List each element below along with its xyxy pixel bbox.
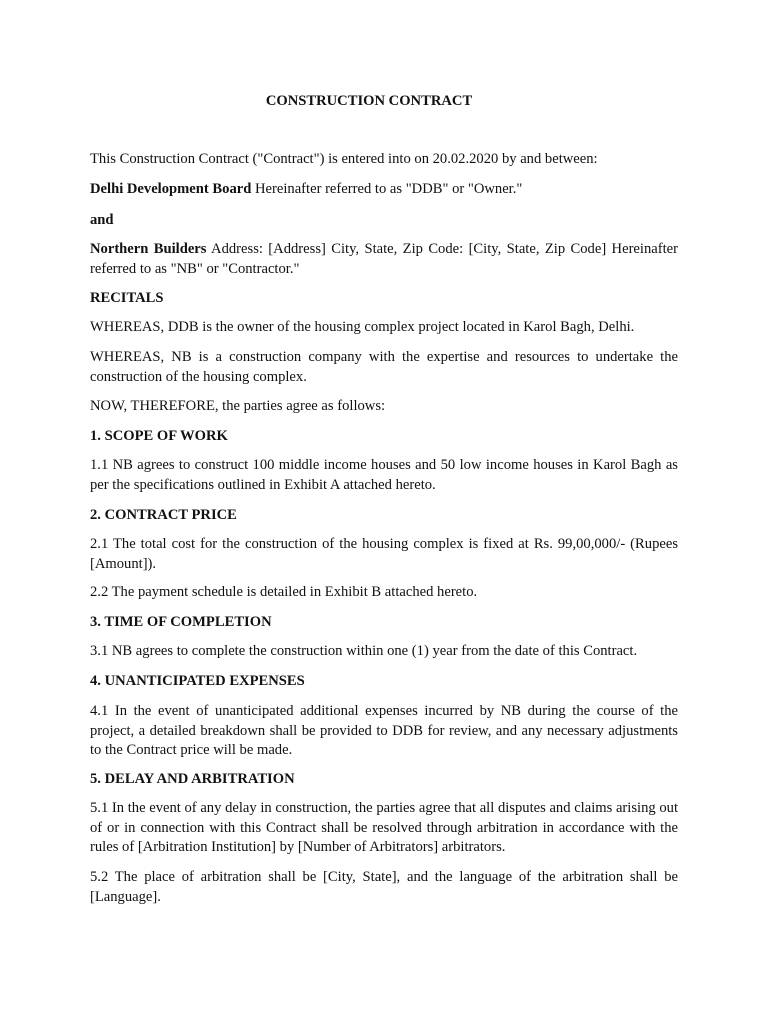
section-1-heading: 1. SCOPE OF WORK (90, 428, 228, 444)
clause-2-2: 2.2 The payment schedule is detailed in Exhibit B attached hereto. (90, 584, 478, 600)
clause-4-1: 4.1 In the event of unanticipated additional expenses incurred by NB during the course of the project, a detailed breakdown shall be provided to DDB for review, and any necessary adjustments to the Contract price will be made. (90, 703, 678, 758)
party2-text: Address: [Address] City, State, Zip Code: [City, State, Zip Code] Hereinafter referred to as "NB" or "Contractor." (90, 241, 678, 277)
party1-name: Delhi Development Board (90, 181, 252, 197)
clause-2-1: 2.1 The total cost for the construction of the housing complex is fixed at Rs. 99,00,000/- (Rupees [Amount]). (90, 536, 678, 572)
recital-1: WHEREAS, DDB is the owner of the housing complex project located in Karol Bagh, Delhi. (90, 319, 635, 335)
section-5-heading: 5. DELAY AND ARBITRATION (90, 771, 295, 787)
clause-5-1: 5.1 In the event of any delay in construction, the parties agree that all disputes and claims arising out of or in connection with this Contract shall be resolved through arbitration in accordance with the rules of [Arbitration Institution] by [Number of Arbitrators] arbitrators. (90, 800, 678, 855)
party2-name: Northern Builders (90, 241, 207, 257)
section-4-heading: 4. UNANTICIPATED EXPENSES (90, 673, 305, 689)
recitals-heading: RECITALS (90, 290, 164, 306)
party1-text: Hereinafter referred to as "DDB" or "Owner." (251, 181, 523, 197)
recital-2: WHEREAS, NB is a construction company with the expertise and resources to undertake the construction of the housing complex. (90, 349, 678, 385)
now-therefore-paragraph: NOW, THEREFORE, the parties agree as follows: (90, 398, 386, 414)
clause-1-1: 1.1 NB agrees to construct 100 middle income houses and 50 low income houses in Karol Bagh as per the specifications outlined in Exhibit A attached hereto. (90, 457, 678, 493)
and-label: and (90, 212, 114, 228)
section-3-heading: 3. TIME OF COMPLETION (90, 614, 272, 630)
party1-paragraph (90, 180, 678, 200)
section-2-heading: 2. CONTRACT PRICE (90, 507, 237, 523)
clause-5-2: 5.2 The place of arbitration shall be [City, State], and the language of the arbitration shall be [Language]. (90, 869, 678, 905)
party2-paragraph (90, 240, 678, 279)
intro-paragraph: This Construction Contract ("Contract") is entered into on 20.02.2020 by and between: (90, 151, 598, 167)
document-title: CONSTRUCTION CONTRACT (265, 93, 473, 109)
clause-3-1: 3.1 NB agrees to complete the construction within one (1) year from the date of this Contract. (90, 643, 638, 659)
